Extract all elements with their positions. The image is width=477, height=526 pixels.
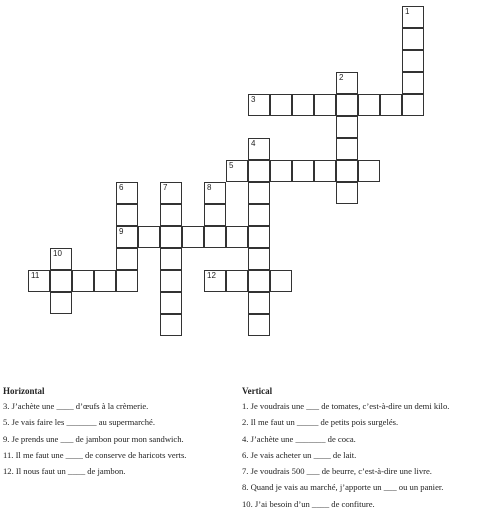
crossword-cell[interactable] [248, 160, 270, 182]
clue-number: 4 [251, 139, 256, 148]
crossword-cell[interactable] [160, 292, 182, 314]
crossword-cell[interactable] [270, 94, 292, 116]
crossword-cell[interactable] [248, 226, 270, 248]
crossword-cell[interactable] [248, 138, 270, 160]
crossword-cell[interactable] [402, 28, 424, 50]
crossword-cell[interactable] [204, 226, 226, 248]
crossword-cell[interactable] [402, 72, 424, 94]
crossword-cell[interactable] [402, 50, 424, 72]
crossword-cell[interactable] [226, 270, 248, 292]
clue-number: 8 [207, 183, 212, 192]
across-clues [3, 384, 186, 479]
crossword-cell[interactable] [116, 182, 138, 204]
clue-down-7: 7. Je voudrais 500 ___ de beurre, c’est-à-dire une livre. [242, 466, 432, 477]
clue-across-9: 9. Je prends une ___ de jambon pour mon sandwich. [3, 433, 184, 444]
crossword-cell[interactable] [94, 270, 116, 292]
clue-number: 3 [251, 95, 256, 104]
clue-down-10: 10. J’ai besoin d’un ____ de confiture. [242, 498, 375, 509]
crossword-cell[interactable] [182, 226, 204, 248]
crossword-cell[interactable] [336, 72, 358, 94]
crossword-cell[interactable] [248, 292, 270, 314]
clue-down-8: 8. Quand je vais au marché, j’apporte un ___ ou un panier. [242, 482, 444, 493]
crossword-cell[interactable] [160, 204, 182, 226]
crossword-cell[interactable] [160, 270, 182, 292]
crossword-cell[interactable] [380, 94, 402, 116]
crossword-cell[interactable] [226, 160, 248, 182]
clue-across-5: 5. Je vais faire les _______ au supermarché. [3, 417, 156, 428]
crossword-cell[interactable] [248, 270, 270, 292]
crossword-cell[interactable] [358, 94, 380, 116]
crossword-cell[interactable] [402, 6, 424, 28]
crossword-cell[interactable] [270, 160, 292, 182]
clue-down-1: 1. Je voudrais une ___ de tomates, c’est-à-dire un demi kilo. [242, 401, 450, 411]
clue-across-3: 3. J’achète une ____ d’œufs à la crèmerie. [3, 401, 149, 411]
crossword-cell[interactable] [358, 160, 380, 182]
crossword-cell[interactable] [314, 160, 336, 182]
crossword-cell[interactable] [270, 270, 292, 292]
crossword-cell[interactable] [204, 204, 226, 226]
crossword-cell[interactable] [248, 182, 270, 204]
crossword-cell[interactable] [160, 226, 182, 248]
crossword-cell[interactable] [116, 226, 138, 248]
clue-number: 12 [207, 271, 216, 280]
crossword-cell[interactable] [402, 94, 424, 116]
crossword-cell[interactable] [336, 138, 358, 160]
clue-number: 1 [405, 7, 410, 16]
crossword-cell[interactable] [50, 270, 72, 292]
down-clues [242, 384, 449, 512]
clue-number: 6 [119, 183, 124, 192]
down-heading: Vertical [242, 386, 273, 396]
crossword-cell[interactable] [204, 182, 226, 204]
crossword-cell[interactable] [204, 270, 226, 292]
crossword-cell[interactable] [28, 270, 50, 292]
crossword-cell[interactable] [292, 94, 314, 116]
crossword-cell[interactable] [116, 204, 138, 226]
clue-down-2: 2. Il me faut un _____ de petits pois surgelés. [242, 417, 399, 428]
crossword-cell[interactable] [226, 226, 248, 248]
crossword-cell[interactable] [248, 314, 270, 336]
crossword-cell[interactable] [248, 248, 270, 270]
crossword-cell[interactable] [50, 292, 72, 314]
clue-number: 2 [339, 73, 344, 82]
crossword-cell[interactable] [138, 226, 160, 248]
crossword-cell[interactable] [116, 248, 138, 270]
crossword-cell[interactable] [314, 94, 336, 116]
crossword-cell[interactable] [336, 116, 358, 138]
crossword-cell[interactable] [160, 314, 182, 336]
crossword-cell[interactable] [336, 94, 358, 116]
crossword-cell[interactable] [160, 182, 182, 204]
crossword-cell[interactable] [336, 160, 358, 182]
clue-number: 5 [229, 161, 234, 170]
clue-across-12: 12. Il nous faut un ____ de jambon. [3, 466, 126, 477]
clue-across-11: 11. Il me faut une ____ de conserve de haricots verts. [3, 449, 187, 460]
clue-number: 7 [163, 183, 168, 192]
clue-number: 9 [119, 227, 124, 236]
clue-down-6: 6. Je vais acheter un ____ de lait. [242, 449, 357, 460]
crossword-cell[interactable] [292, 160, 314, 182]
clue-number: 11 [31, 271, 40, 280]
clue-down-4: 4. J’achète une _______ de coca. [242, 433, 356, 444]
crossword-cell[interactable] [50, 248, 72, 270]
crossword-cell[interactable] [248, 94, 270, 116]
crossword-cell[interactable] [116, 270, 138, 292]
clue-number: 10 [53, 249, 62, 258]
crossword-cell[interactable] [336, 182, 358, 204]
crossword-cell[interactable] [160, 248, 182, 270]
across-heading: Horizontal [3, 386, 45, 396]
crossword-cell[interactable] [72, 270, 94, 292]
crossword-cell[interactable] [248, 204, 270, 226]
